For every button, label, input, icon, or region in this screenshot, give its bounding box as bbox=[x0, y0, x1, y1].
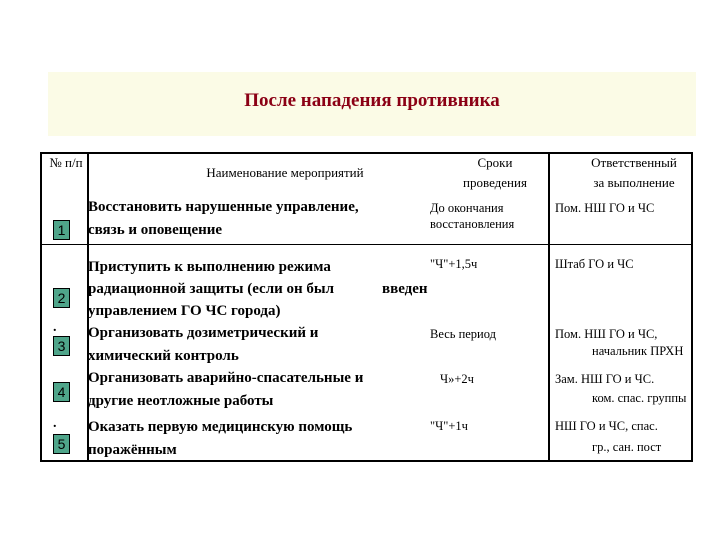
header-name: Наименование мероприятий bbox=[206, 165, 364, 180]
row-3-deadline: Весь период bbox=[430, 327, 496, 341]
page-title: После нападения противника bbox=[244, 90, 500, 111]
row-2-resp: Штаб ГО и ЧС bbox=[555, 257, 634, 271]
row-4-resp-2: ком. спас. группы bbox=[592, 391, 687, 405]
row-2-task-line-1: Приступить к выполнению режима bbox=[88, 259, 331, 275]
row-5-task-line-1: Оказать первую медицинскую помощь bbox=[88, 419, 353, 435]
row-divider bbox=[40, 244, 693, 245]
table-left-border bbox=[40, 152, 42, 462]
row-1-task-line-2: связь и оповещение bbox=[88, 222, 223, 238]
row-3-task-line-1: Организовать дозиметрический и bbox=[88, 325, 319, 341]
row-3-task-line-2: химический контроль bbox=[88, 348, 239, 364]
row-3-resp-1: Пом. НШ ГО и ЧС, bbox=[555, 327, 658, 341]
row-5-resp-2: гр., сан. пост bbox=[592, 440, 662, 454]
row-2-task-line-2b: введен bbox=[382, 281, 428, 297]
row-4-deadline: Ч»+2ч bbox=[440, 372, 474, 386]
row-1-deadline-1: До окончания bbox=[430, 201, 504, 215]
header-deadline-1: Сроки bbox=[477, 155, 513, 170]
header-deadline-2: проведения bbox=[463, 175, 527, 190]
header-resp-1: Ответственный bbox=[591, 155, 677, 170]
row-number-1: 1 bbox=[53, 220, 70, 240]
table-right-border bbox=[691, 152, 693, 462]
title-band bbox=[48, 72, 696, 136]
row-number-5: 5 bbox=[53, 434, 70, 454]
row-4-resp-1: Зам. НШ ГО и ЧС. bbox=[555, 372, 655, 386]
row-2-task-line-3: управлением ГО ЧС города) bbox=[88, 303, 281, 319]
header-num: № п/п bbox=[49, 155, 83, 170]
row-4-task-line-2: другие неотложные работы bbox=[88, 393, 274, 409]
row-1-resp: Пом. НШ ГО и ЧС bbox=[555, 201, 655, 215]
row-number-2: 2 bbox=[53, 288, 70, 308]
row-number-3: 3 bbox=[53, 336, 70, 356]
row-number-4: 4 bbox=[53, 382, 70, 402]
row-1-deadline-2: восстановления bbox=[430, 217, 515, 231]
row-2-deadline: "Ч"+1,5ч bbox=[430, 257, 478, 271]
row-3-resp-2: начальник ПРХН bbox=[592, 344, 684, 358]
row-5-bullet: . bbox=[53, 416, 57, 431]
row-1-task-line-1: Восстановить нарушенные управление, bbox=[88, 199, 359, 215]
col-divider-deadline bbox=[548, 152, 550, 462]
row-3-bullet: . bbox=[53, 320, 57, 335]
row-5-task-line-2: поражённым bbox=[88, 442, 177, 458]
measures-table bbox=[40, 152, 693, 462]
row-2-task-line-2: радиационной защиты (если он был bbox=[88, 281, 335, 297]
header-resp-2: за выполнение bbox=[593, 175, 675, 190]
row-5-deadline: "Ч"+1ч bbox=[430, 419, 468, 433]
row-4-task-line-1: Организовать аварийно-спасательные и bbox=[88, 370, 364, 386]
row-5-resp-1: НШ ГО и ЧС, спас. bbox=[555, 419, 658, 433]
